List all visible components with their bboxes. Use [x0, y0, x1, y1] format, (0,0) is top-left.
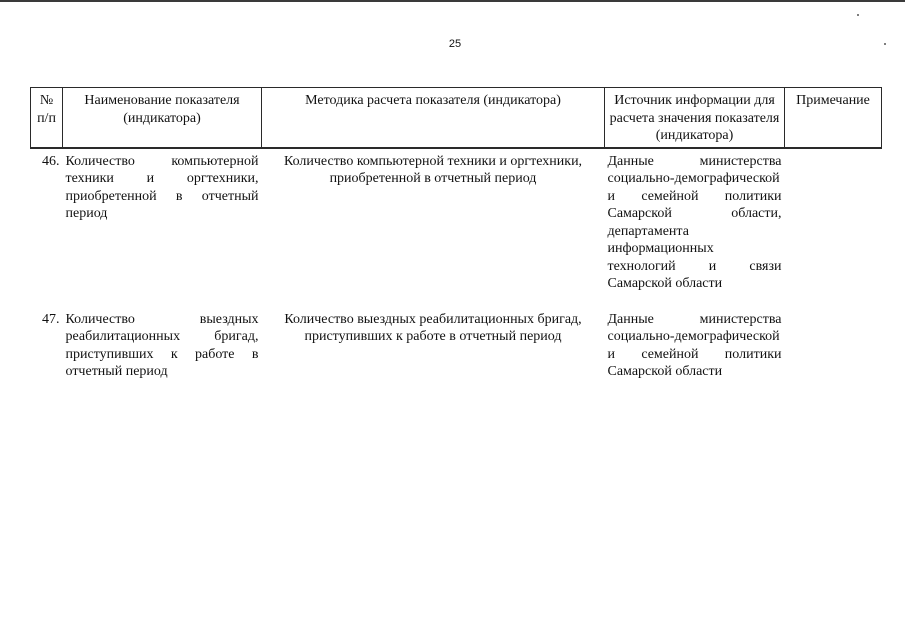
- row-number: 47.: [42, 311, 60, 327]
- header-note: Примечание: [785, 88, 882, 148]
- note: [785, 148, 882, 293]
- indicator-name: Количество компьютерной техники и оргтехники, приобретенной в отчетный период: [65, 153, 259, 221]
- scan-speck: [884, 43, 886, 45]
- calculation-method: Количество выездных реабилитационных бригад, приступивших к работе в отчетный период: [284, 311, 582, 344]
- header-information-source: Источник информации для расчета значения показателя (индикатора): [605, 88, 785, 148]
- scan-speck: [857, 14, 859, 16]
- table-row: [31, 148, 882, 293]
- header-indicator-name: Наименование показателя (индикатора): [63, 88, 262, 148]
- header-number: № п/п: [31, 88, 63, 148]
- calculation-method: Количество компьютерной техники и оргтехники, приобретенной в отчетный период: [283, 153, 583, 186]
- information-source: Данные министерства социально-демографической и семейной политики Самарской области, департамента информационных технологий и связи Самарской области: [607, 153, 782, 291]
- information-source: Данные министерства социально-демографической и семейной политики Самарской области: [607, 311, 782, 379]
- page-number: 25: [448, 38, 462, 50]
- note: [785, 293, 882, 381]
- table-header: [31, 88, 882, 148]
- table-row: [31, 293, 882, 381]
- indicator-name: Количество выездных реабилитационных бригад, приступивших к работе в отчетный период: [65, 311, 259, 379]
- header-calculation-method: Методика расчета показателя (индикатора): [262, 88, 605, 148]
- indicators-table: [30, 87, 882, 381]
- row-number: 46.: [42, 153, 60, 169]
- top-scan-edge: [0, 0, 905, 2]
